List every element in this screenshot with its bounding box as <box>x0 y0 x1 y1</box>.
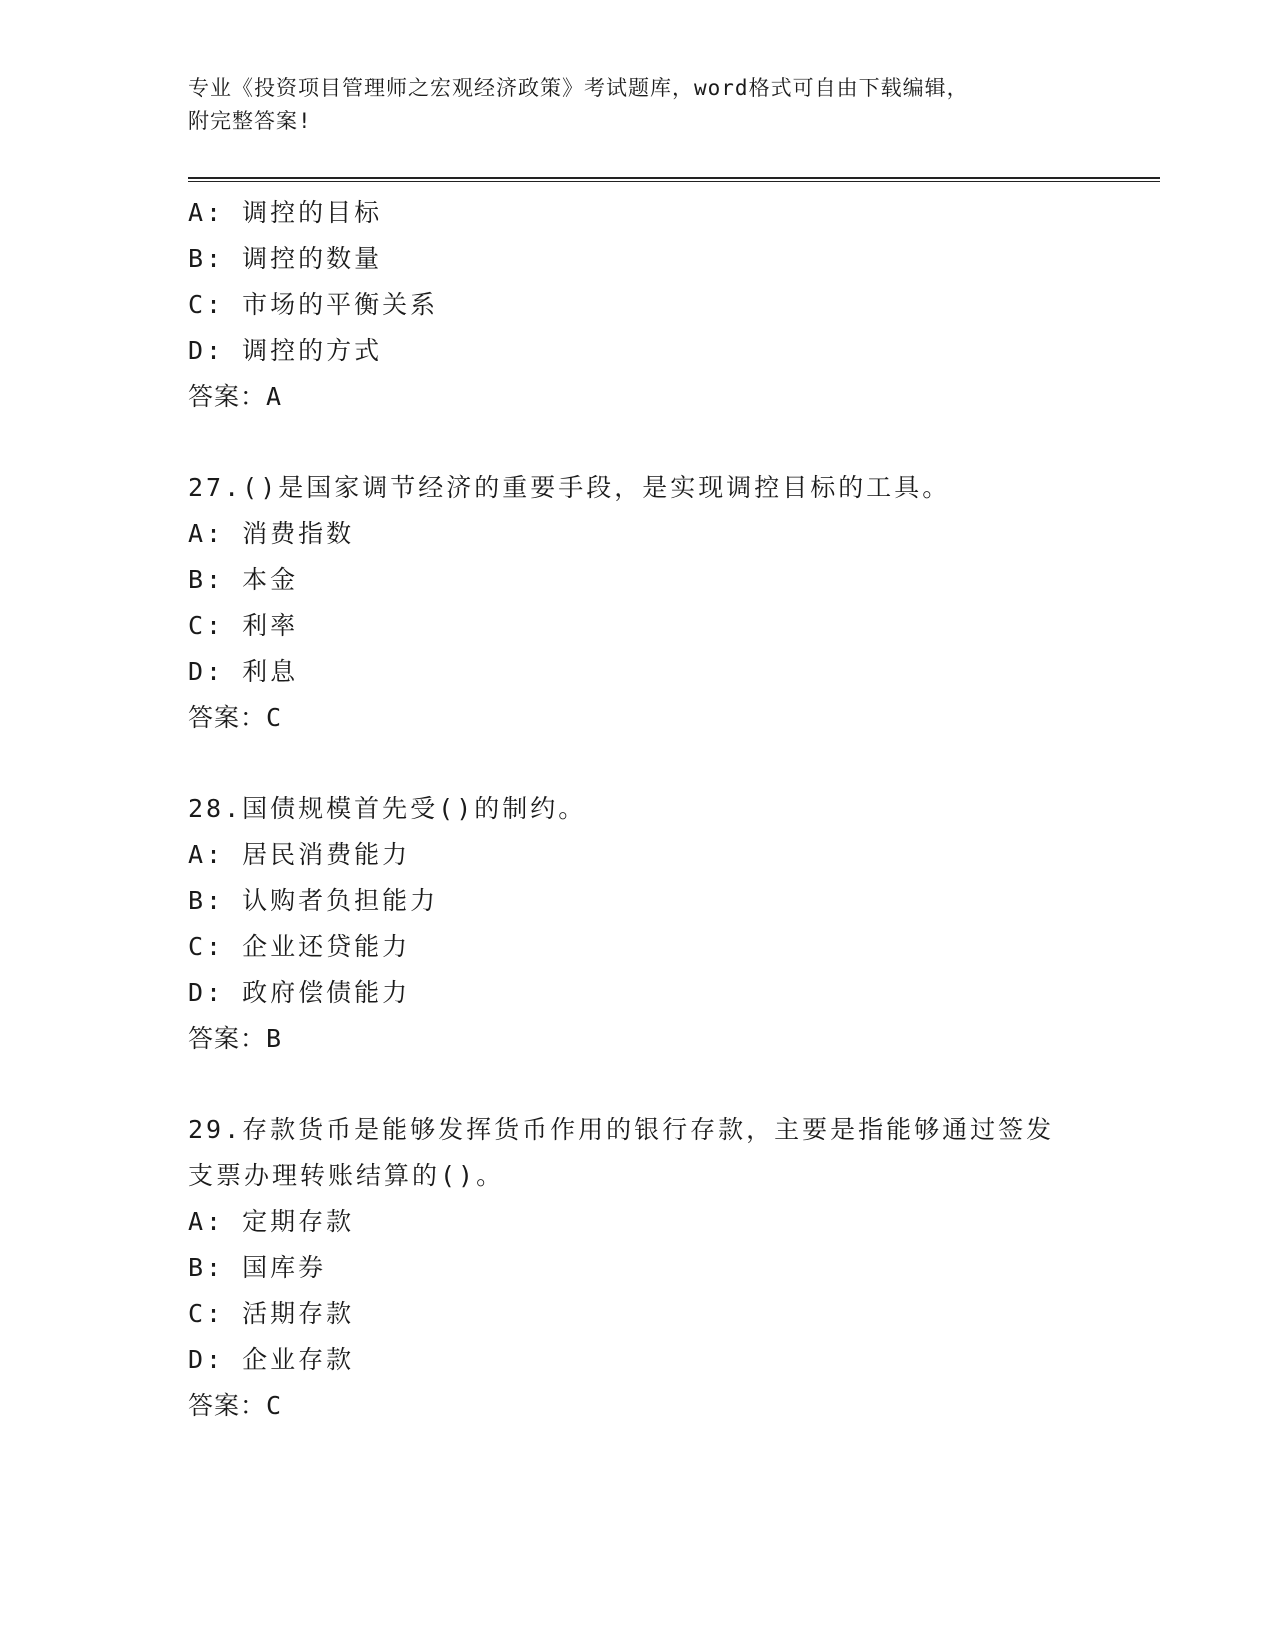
header-divider <box>188 177 1160 182</box>
option-c: C: 市场的平衡关系 <box>188 290 439 319</box>
option-d: D: 调控的方式 <box>188 336 383 365</box>
answer-line <box>188 1016 1088 1062</box>
question-text-line-2: 支票办理转账结算的()。 <box>188 1161 505 1190</box>
question-text-line-1: 29.存款货币是能够发挥货币作用的银行存款，主要是指能够通过签发 <box>188 1115 1055 1144</box>
question-text: 28.国债规模首先受()的制约。 <box>188 794 587 823</box>
header-line-2: 附完整答案! <box>188 109 312 133</box>
answer-value: C <box>266 703 283 732</box>
option-a: A: 消费指数 <box>188 519 355 548</box>
question-text: 27.()是国家调节经济的重要手段，是实现调控目标的工具。 <box>188 473 951 502</box>
option-d: D: 利息 <box>188 657 299 686</box>
answer-value: A <box>266 382 283 411</box>
question-block-27 <box>188 465 1088 741</box>
answer-label: 答案： <box>188 382 267 411</box>
option-b: B: 本金 <box>188 565 299 594</box>
answer-label: 答案： <box>188 703 267 732</box>
question-list <box>188 190 1088 1429</box>
answer-line <box>188 374 1088 420</box>
answer-label: 答案： <box>188 1391 267 1420</box>
option-b: B: 国库券 <box>188 1253 327 1282</box>
answer-label: 答案： <box>188 1024 267 1053</box>
option-d: D: 政府偿债能力 <box>188 978 411 1007</box>
answer-line <box>188 1383 1088 1429</box>
option-b: B: 调控的数量 <box>188 244 383 273</box>
option-a: A: 定期存款 <box>188 1207 355 1236</box>
answer-line <box>188 695 1088 741</box>
option-d: D: 企业存款 <box>188 1345 355 1374</box>
option-a: A: 居民消费能力 <box>188 840 411 869</box>
option-b: B: 认购者负担能力 <box>188 886 439 915</box>
header-line-1: 专业《投资项目管理师之宏观经济政策》考试题库，word格式可自由下载编辑， <box>188 76 969 100</box>
question-block-28 <box>188 786 1088 1062</box>
option-c: C: 活期存款 <box>188 1299 355 1328</box>
question-block-26 <box>188 190 1088 420</box>
document-header <box>188 72 1088 138</box>
answer-value: C <box>266 1391 283 1420</box>
question-block-29 <box>188 1107 1088 1429</box>
answer-value: B <box>266 1024 283 1053</box>
option-c: C: 利率 <box>188 611 299 640</box>
option-c: C: 企业还贷能力 <box>188 932 411 961</box>
option-a: A: 调控的目标 <box>188 198 383 227</box>
